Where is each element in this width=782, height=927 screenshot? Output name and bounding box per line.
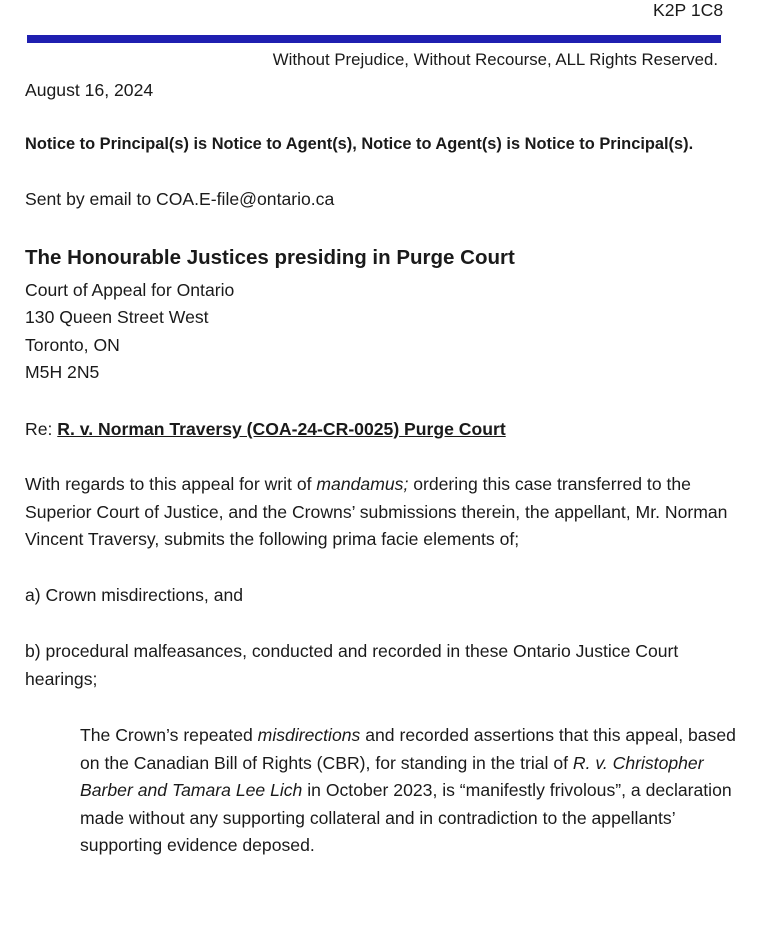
- prejudice-notice: Without Prejudice, Without Recourse, ALL Rights Reserved.: [272, 50, 718, 69]
- header-rule: [27, 35, 721, 43]
- body-paragraph: [25, 471, 745, 554]
- body-text: With regards to this appeal for writ of: [25, 474, 317, 494]
- recipient-heading: The Honourable Justices presiding in Purge Court: [25, 246, 515, 269]
- quote-text: and recorded assertions that this appeal, based on the Canadian Bill of Rights (CBR), for standing in the trial of: [80, 725, 736, 773]
- principal-agent-notice: Notice to Principal(s) is Notice to Agent(s), Notice to Agent(s) is Notice to Principal(s).: [25, 135, 694, 153]
- quote-italic-text: misdirections: [257, 725, 361, 745]
- quote-text: in October 2023, is “manifestly frivolous”, a declaration made without any supporting collateral and in contradiction to the appellants’ supporting evidence deposed.: [80, 780, 732, 856]
- body-text: ordering this case transferred to the Superior Court of Justice, and the Crowns’ submissions therein, the appellant, Mr. Norman Vincent Traversy, submits the following prima facie elements of;: [25, 474, 728, 550]
- case-reference: R. v. Norman Traversy (COA-24-CR-0025) Purge Court: [57, 419, 506, 439]
- quote-text: The Crown’s repeated: [80, 725, 258, 745]
- address-line: M5H 2N5: [25, 362, 100, 383]
- letter-date: August 16, 2024: [25, 80, 154, 100]
- postal-code: K2P 1C8: [653, 0, 724, 20]
- quote-italic-text: R. v. Christopher Barber and Tamara Lee Lich: [80, 752, 704, 801]
- indented-quote: [80, 722, 740, 860]
- recipient-address: [25, 277, 234, 387]
- body-italic-text: mandamus;: [316, 474, 409, 494]
- re-label: Re:: [25, 419, 58, 439]
- list-item-a: a) Crown misdirections, and: [25, 585, 244, 605]
- address-line: Court of Appeal for Ontario: [25, 280, 235, 300]
- address-line: Toronto, ON: [25, 334, 120, 355]
- re-line: [25, 416, 506, 444]
- sent-by-email-line: Sent by email to COA.E-file@ontario.ca: [25, 189, 335, 209]
- address-line: 130 Queen Street West: [25, 307, 209, 328]
- list-item-b: b) procedural malfeasances, conducted and recorded in these Ontario Justice Court hearings;: [25, 641, 679, 689]
